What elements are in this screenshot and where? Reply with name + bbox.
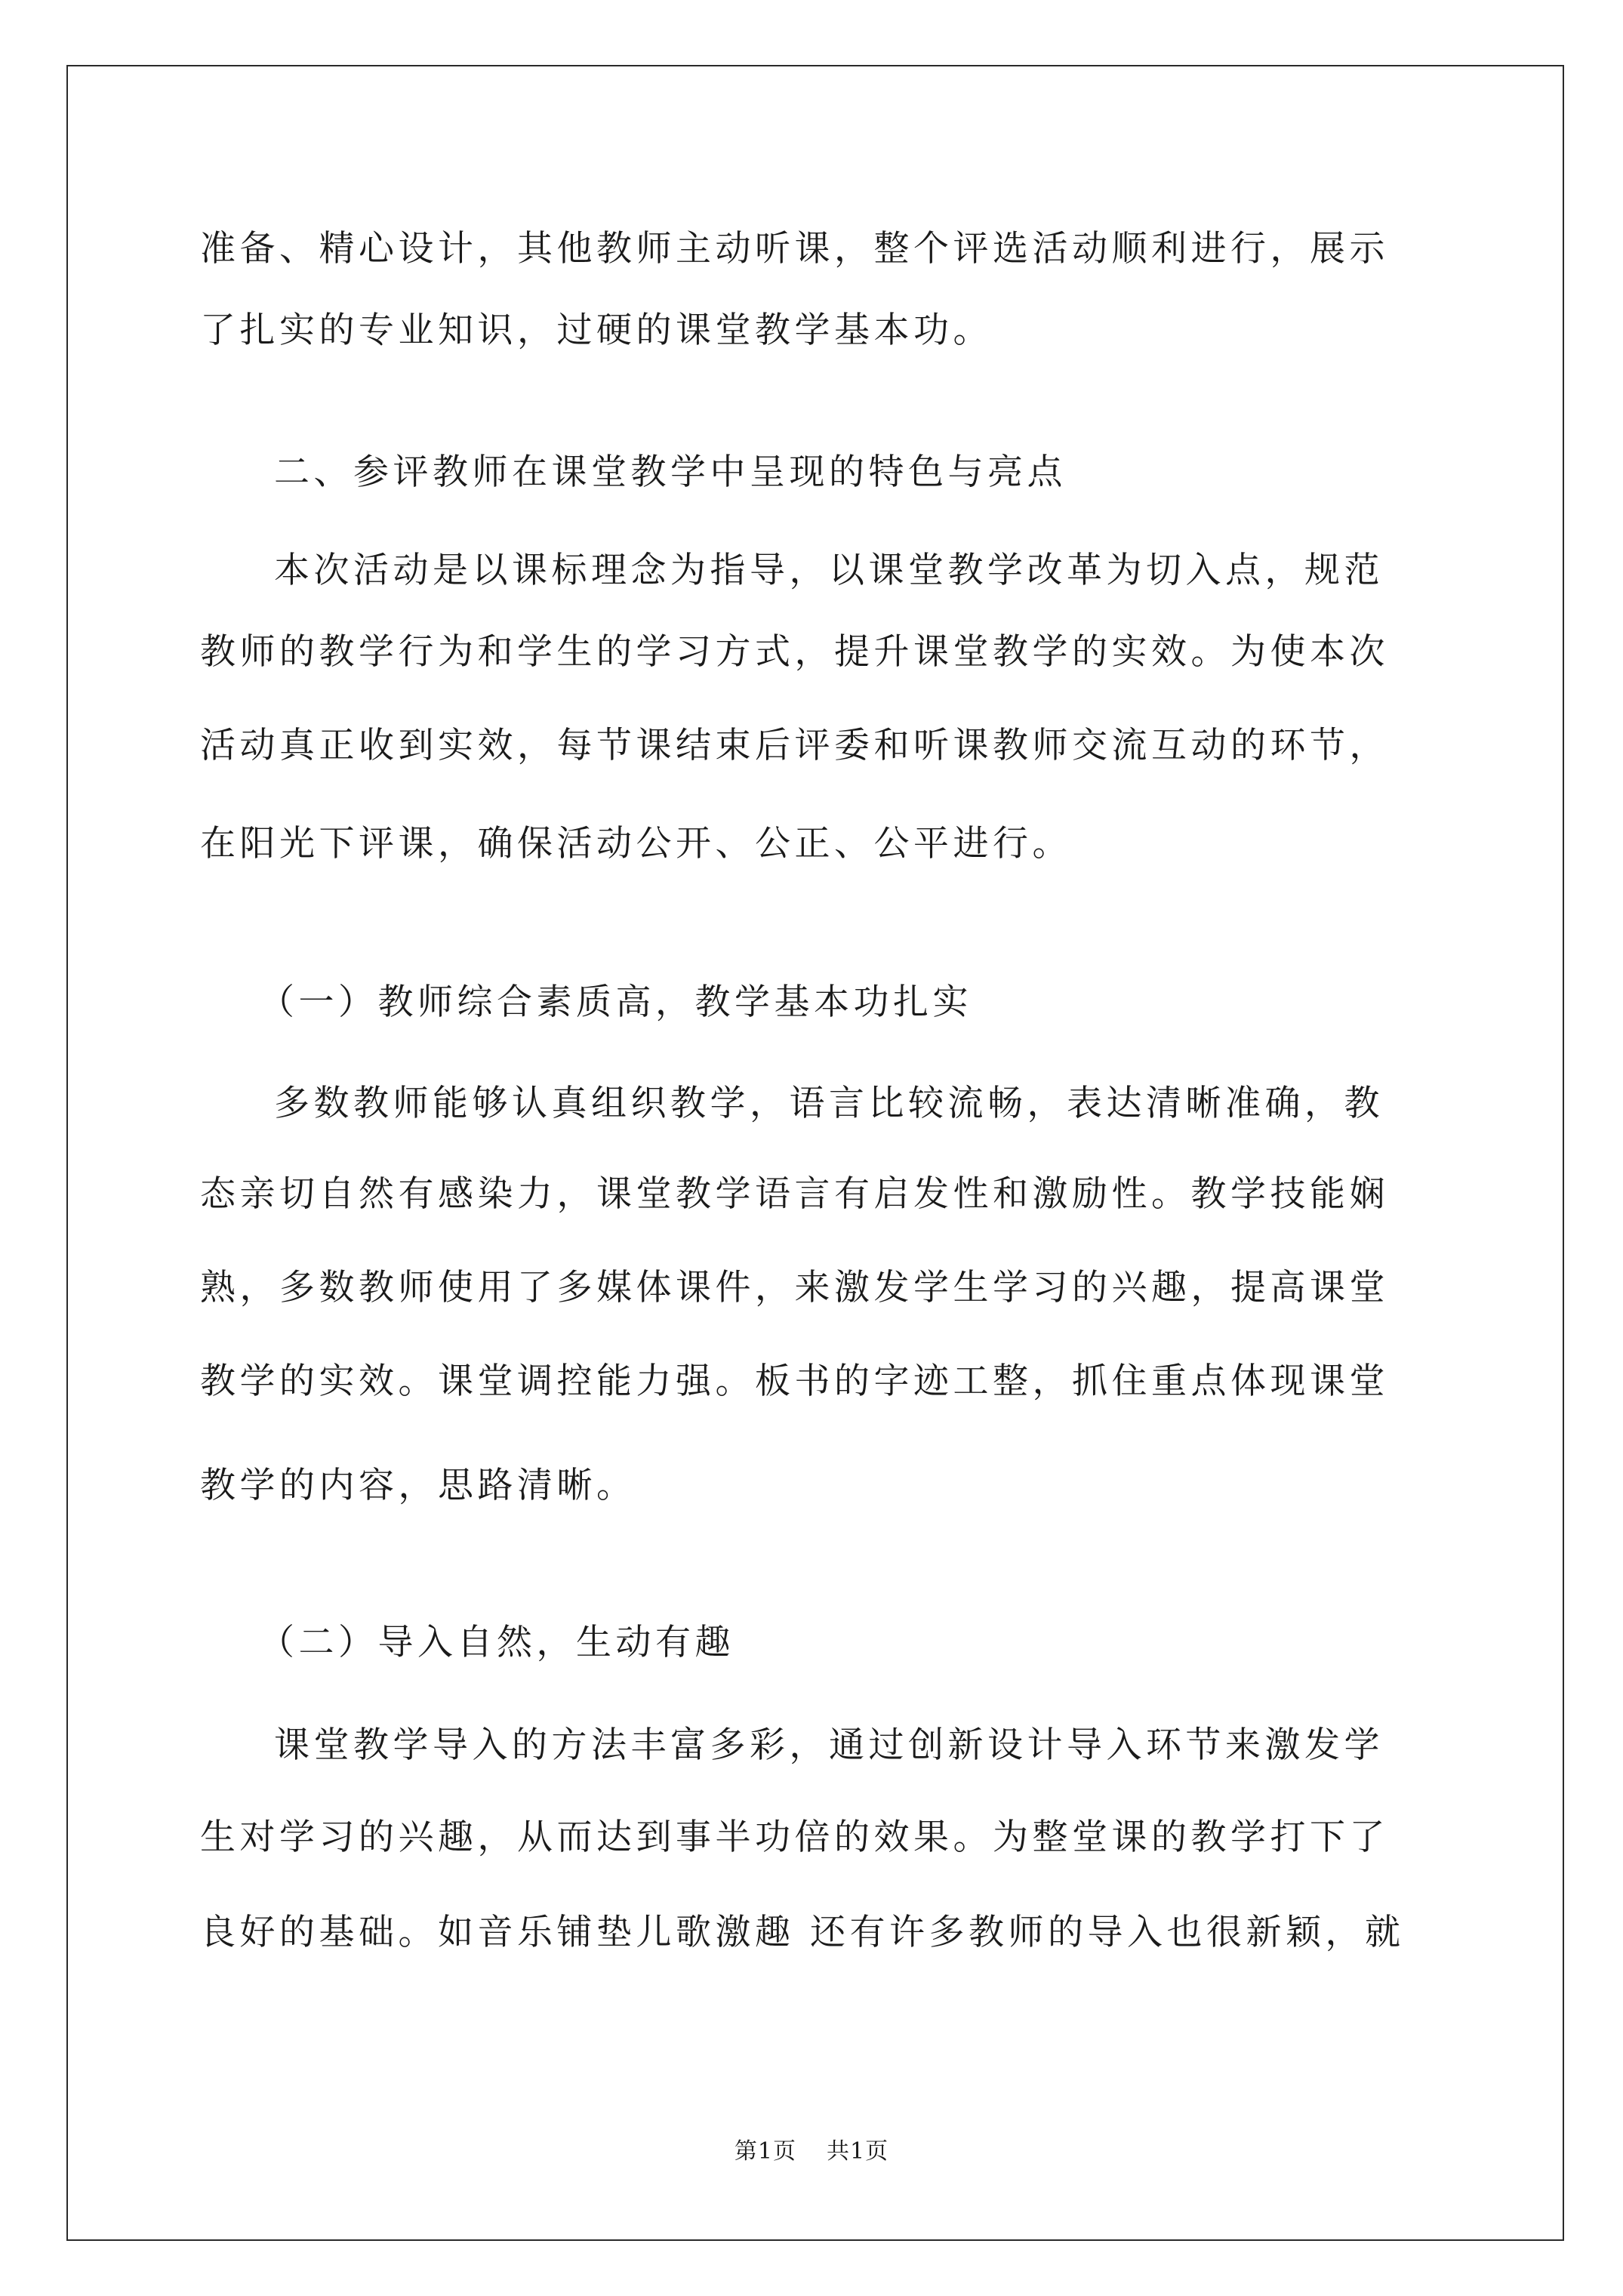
- paragraph-line: 态亲切自然有感染力，课堂教学语言有启发性和激励性。教学技能娴: [200, 1173, 1389, 1215]
- page-footer: [0, 2137, 1623, 2167]
- paragraph-line: 熟，多数教师使用了多媒体课件，来激发学生学习的兴趣，提高课堂: [200, 1267, 1389, 1308]
- section-heading: 二、参评教师在课堂教学中呈现的特色与亮点: [274, 451, 1067, 493]
- paragraph-line: 在阳光下评课，确保活动公开、公正、公平进行。: [200, 823, 1072, 864]
- paragraph-line: 了扎实的专业知识，过硬的课堂教学基本功。: [200, 310, 993, 351]
- subsection-heading: （二）导入自然，生动有趣: [259, 1622, 735, 1663]
- paragraph-line: 生对学习的兴趣，从而达到事半功倍的效果。为整堂课的教学打下了: [200, 1817, 1389, 1858]
- paragraph-line: 教学的实效。课堂调控能力强。板书的字迹工整，抓住重点体现课堂: [200, 1361, 1389, 1402]
- paragraph-line: 准备、精心设计，其他教师主动听课，整个评选活动顺利进行，展示: [200, 228, 1389, 270]
- subsection-heading: （一）教师综合素质高，教学基本功扎实: [259, 982, 972, 1023]
- paragraph-line: 教学的内容，思路清晰。: [200, 1465, 636, 1506]
- paragraph-line: 本次活动是以课标理念为指导，以课堂教学改革为切入点，规范: [274, 550, 1384, 591]
- paragraph-line: 课堂教学导入的方法丰富多彩，通过创新设计导入环节来激发学: [274, 1724, 1384, 1766]
- paragraph-line: 良好的基础。如音乐铺垫儿歌激趣 还有许多教师的导入也很新颖，就: [200, 1912, 1405, 1953]
- page-total: 共1页: [827, 2138, 889, 2165]
- page-number: 第1页: [734, 2138, 796, 2165]
- paragraph-line: 教师的教学行为和学生的学习方式，提升课堂教学的实效。为使本次: [200, 631, 1389, 673]
- paragraph-line: 多数教师能够认真组织教学，语言比较流畅，表达清晰准确，教: [274, 1083, 1384, 1124]
- paragraph-line: 活动真正收到实效，每节课结束后评委和听课教师交流互动的环节，: [200, 725, 1389, 766]
